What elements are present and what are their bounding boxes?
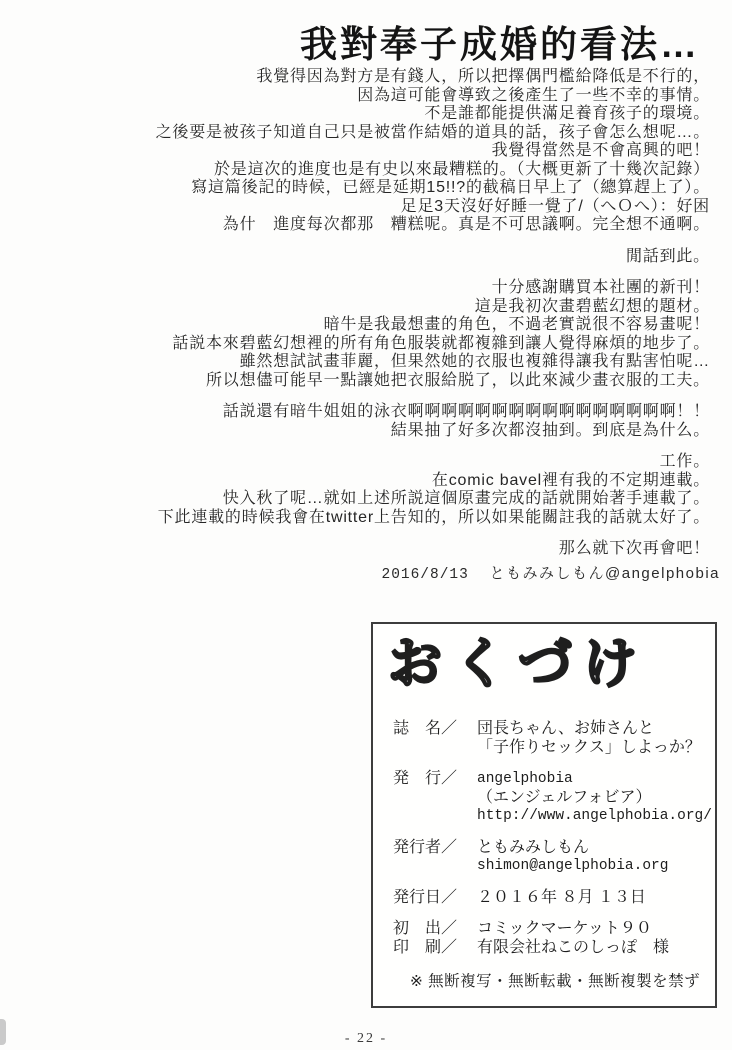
- paragraph-gap: [10, 527, 710, 540]
- paragraph-gap: [10, 440, 710, 453]
- afterword-text: [10, 68, 720, 584]
- colophon-value-line: 「子作りセックス」しよっか？: [477, 738, 701, 756]
- essay-line: 於是這次的進度也是有史以來最糟糕的。（大概更新了十幾次記錄）: [213, 160, 710, 178]
- colophon-value-line: 有限会社ねこのしっぽ 様: [477, 938, 670, 956]
- colophon-rows: [393, 720, 711, 957]
- colophon-row-printer: [393, 939, 711, 958]
- colophon-row-title: [393, 720, 711, 757]
- colophon-row-first-appearance: [393, 920, 711, 939]
- colophon-value-line: ２０１６年 ８月 １３日: [477, 888, 646, 906]
- paragraph-gap: [10, 266, 710, 279]
- essay-line: 工作。: [659, 453, 710, 470]
- essay-line: 所以想儘可能早一點讓她把衣服給脱了，以此來減少畫衣服的工夫。: [205, 371, 710, 389]
- colophon-email: shimon@angelphobia.org: [477, 858, 669, 874]
- essay-line: 快入秋了呢…就如上述所説這個原畫完成的話就開始著手連載了。: [222, 490, 710, 507]
- essay-line: 雖然想試試畫菲麗，但果然她的衣服也複雜得讓我有點害怕呢…: [239, 353, 710, 370]
- essay-line: 在comic bavel裡有我的不定期連載。: [431, 471, 710, 489]
- essay-line: 十分感謝購買本社團的新刊！: [491, 279, 710, 296]
- colophon-box: [371, 622, 717, 1008]
- essay-line: 結果抽了好多次都沒抽到。到底是為什么。: [390, 421, 710, 439]
- essay-line: 話説還有暗牛姐姐的泳衣啊啊啊啊啊啊啊啊啊啊啊啊啊啊啊啊！！: [222, 403, 710, 420]
- essay-line: 為什 進度每次都那 糟糕呢。真是不可思議啊。完全想不通啊。: [222, 216, 710, 233]
- essay-line: 下此連載的時候我會在twitter上告知的，所以如果能關註我的話就太好了。: [157, 508, 710, 526]
- essay-line: 閒話到此。: [625, 247, 710, 265]
- paragraph-gap: [10, 390, 710, 403]
- signature-name: ともみみしもん@angelphobia: [489, 564, 720, 582]
- colophon-row-author: [393, 839, 711, 876]
- colophon-row-date: [393, 889, 711, 908]
- colophon-value-line: 団長ちゃん、お姉さんと: [477, 720, 654, 737]
- essay-line: 話説本來碧藍幻想裡的所有角色服裝就都複雜到讓人覺得麻煩的地步了。: [172, 334, 710, 352]
- colophon-label: 初 出／: [393, 920, 458, 937]
- colophon-label: 発 行／: [393, 770, 458, 787]
- essay-line: 足足3天沒好好睡一覺了/（へＯへ）：好困: [400, 197, 710, 215]
- essay-line: 之後要是被孩子知道自己只是被當作結婚的道具的話，孩子會怎么想呢…。: [155, 123, 710, 141]
- colophon-value-line: コミックマーケット９０: [477, 920, 652, 937]
- paragraph-gap: [10, 235, 710, 248]
- spacer: [474, 565, 484, 582]
- essay-line: 那么就下次再會吧！: [558, 540, 710, 557]
- essay-line: 我覺得當然是不會高興的吧！: [491, 142, 710, 159]
- colophon-value-line: （エンジェルフォビア）: [477, 788, 652, 806]
- colophon-label: 誌 名／: [393, 720, 458, 737]
- page-number: - 22 -: [344, 1031, 388, 1046]
- signature-date: 2016/8/13: [381, 566, 469, 583]
- essay-line: 我覺得因為對方是有錢人，所以把擇偶門檻給降低是不行的，: [256, 68, 710, 85]
- essay-line: 暗牛是我最想畫的角色，不過老實説很不容易畫呢！: [323, 316, 710, 333]
- colophon-label: 印 刷／: [393, 938, 458, 956]
- colophon-row-publisher: [393, 770, 711, 826]
- page-title: 我對奉子成婚的看法…: [300, 24, 700, 65]
- essay-line: 寫這篇後記的時候，已經是延期15!!?的截稿日早上了（總算趕上了）。: [191, 179, 710, 196]
- colophon-value-line: angelphobia: [477, 771, 573, 787]
- scan-artifact: [0, 1019, 6, 1045]
- colophon-label: 発行日／: [393, 888, 458, 906]
- essay-line: 這是我初次畫碧藍幻想的題材。: [474, 297, 710, 315]
- essay-line: 因為這可能會導致之後產生了一些不幸的事情。: [357, 86, 710, 104]
- colophon-value-line: ともみみしもん: [477, 838, 590, 856]
- signature-line: [10, 565, 720, 585]
- copyright-notice: ※ 無断複写・無断転載・無断複製を禁ず: [409, 973, 701, 990]
- colophon-label: 発行者／: [393, 838, 458, 856]
- colophon-title: おくづけ: [388, 634, 648, 694]
- essay-line: 不是誰都能提供滿足養育孩子的環境。: [424, 105, 710, 122]
- colophon-url: http://www.angelphobia.org/: [477, 808, 712, 824]
